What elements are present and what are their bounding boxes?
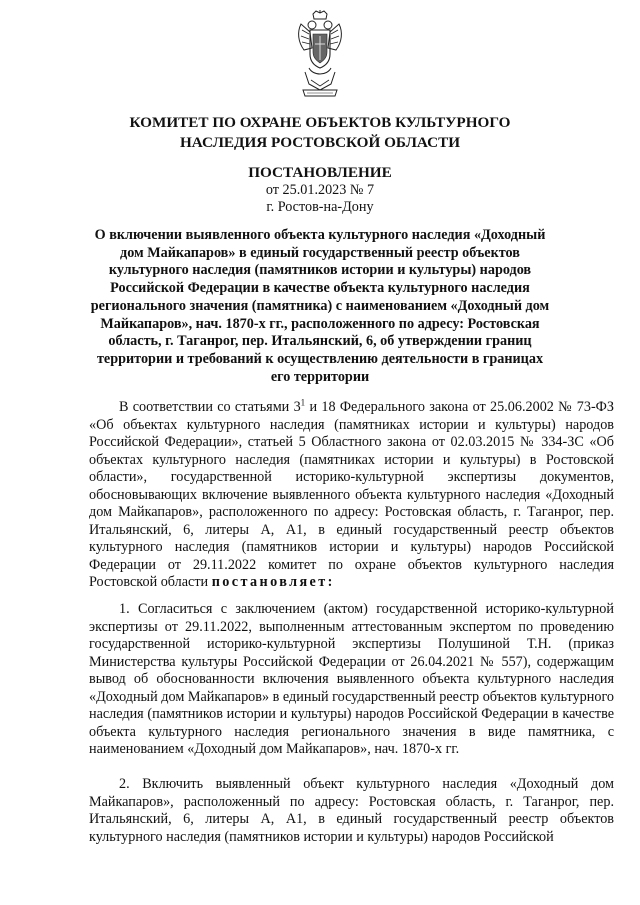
resolve-word: постановляет: [211, 574, 335, 590]
decree-heading: О включении выявленного объекта культурного наследия «Доходный дом Майкапаров» в единый государственный реестр объектов культурного наследия (памятников истории и культуры) народов Российской Федерации в качестве объекта культурного наследия регионального значения (памятника) с наименованием «Доходный дом Майкапаров», нач. 1870-х гг., расположенного по адресу: Ростовская область, г. Таганрог, пер. Итальянский, 6, об утверждении границ территории и требований к осуществлению деятельности в границах его территории [90, 227, 550, 385]
preamble-paragraph [89, 399, 614, 592]
coat-of-arms-icon [295, 10, 345, 98]
preamble-text-rest: и 18 Федерального закона от 25.06.2002 № 73-ФЗ «Об объектах культурного наследия (памятниках истории и культуры) народов Российской Федерации», статьей 5 Областного закона от 02.03.2015 № 334-ЗС «Об объектах культурного наследия (памятниках истории и культуры) в Ростовской области», государственной историко-культурной экспертизы документов, обосновывающих включение выявленного объекта культурного наследия «Доходный дом Майкапаров», расположенного по адресу: Ростовская область, г. Таганрог, пер. Итальянский, 6, литеры А, А1, в единый государственный реестр объектов культурного наследия (памятников истории и культуры) народов Российской Федерации от 29.11.2022 комитет по охране объектов культурного наследия Ростовской области [89, 399, 614, 590]
clause-1-paragraph: 1. Согласиться с заключением (актом) государственной историко-культурной экспертизы от 29.11.2022, выполненным аттестованным экспертом по проведению государственной историко-культурной экспертизы Полушиной Т.Н. (приказ Министерства культуры Российской Федерации от 26.04.2021 № 557), содержащим вывод об обоснованности включения выявленного объекта культурного наследия «Доходный дом Майкапаров» в единый государственный реестр объектов культурного наследия (памятников истории и культуры) народов Российской Федерации в качестве объекта культурного наследия регионального значения в виде памятника, с наименованием «Доходный дом Майкапаров», нач. 1870-х гг. [89, 601, 614, 757]
committee-name [60, 113, 580, 153]
preamble-text-start: В соответствии со статьями 3 [119, 399, 301, 415]
decree-date-number: от 25.01.2023 № 7 [265, 182, 375, 198]
committee-name-line2: НАСЛЕДИЯ РОСТОВСКОЙ ОБЛАСТИ [179, 134, 461, 151]
committee-name-line1: КОМИТЕТ ПО ОХРАНЕ ОБЪЕКТОВ КУЛЬТУРНОГО [129, 114, 511, 131]
decree-info [60, 164, 580, 216]
article-superscript: 1 [300, 397, 306, 408]
decree-city: г. Ростов-на-Дону [266, 199, 374, 215]
clause-2-paragraph: 2. Включить выявленный объект культурного наследия «Доходный дом Майкапаров», расположенный по адресу: Ростовская область, г. Таганрог, пер. Итальянский, 6, литеры А, А1, в единый государственный реестр объектов культурного наследия (памятников истории и культуры) народов Российской [89, 776, 614, 845]
decree-title: ПОСТАНОВЛЕНИЕ [248, 164, 392, 181]
